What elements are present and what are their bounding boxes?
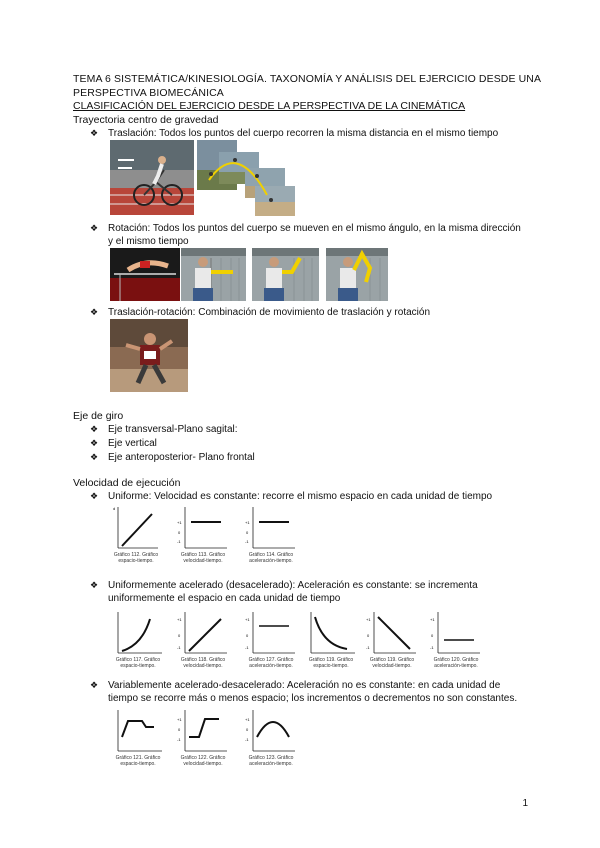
svg-text:+1: +1 — [177, 617, 182, 622]
bullet-traslacion-rotacion: ❖ Traslación-rotación: Combinación de movimiento de traslación y rotación — [90, 307, 431, 318]
bullet-diamond-icon: ❖ — [90, 223, 99, 233]
bullet-diamond-icon: ❖ — [90, 307, 99, 317]
svg-text:-1: -1 — [177, 737, 181, 742]
caption-g122: Gráfico 122. Gráfico velocidad-tiempo. — [180, 755, 226, 767]
graph-desacelerado-velocidad — [366, 609, 418, 669]
svg-text:+1: +1 — [366, 617, 371, 622]
graph-uniforme-velocidad — [177, 504, 229, 564]
graph-uniforme-espacio — [112, 504, 160, 564]
bullet-traslacion: ❖ Traslación: Todos los puntos del cuerpo recorren la misma distancia en el mismo tiempo — [90, 128, 499, 139]
svg-text:-1: -1 — [245, 737, 249, 742]
svg-text:0: 0 — [178, 530, 181, 535]
svg-text:-1: -1 — [177, 645, 181, 650]
photo-shot-put — [110, 319, 188, 392]
photo-cyclist — [110, 140, 194, 215]
photo-long-jump-sequence — [197, 140, 295, 216]
graph-desacelerado-aceleracion — [430, 609, 482, 669]
caption-g118: Gráfico 118. Gráfico velocidad-tiempo. — [180, 657, 226, 669]
bullet-rotacion: ❖ Rotación: Todos los puntos del cuerpo se mueven en el mismo ángulo, en la misma dirección y el mismo tiempo — [90, 223, 521, 247]
bullet-uniforme: ❖ Uniforme: Velocidad es constante: recorre el mismo espacio en cada unidad de tiempo — [90, 491, 493, 502]
section-heading-velocidad: Velocidad de ejecución — [73, 477, 181, 489]
graph-uniforme-aceleracion — [245, 504, 297, 564]
photo-arm-rotation-1 — [181, 248, 246, 301]
graph-variable-aceleracion — [245, 707, 297, 767]
svg-text:-1: -1 — [245, 539, 249, 544]
photo-arm-rotation-2 — [252, 248, 319, 301]
bullet-diamond-icon: ❖ — [90, 424, 99, 434]
svg-text:+1: +1 — [177, 717, 182, 722]
caption-g119b: Gráfico 119. Gráfico velocidad-tiempo. — [369, 657, 415, 669]
bullet-diamond-icon: ❖ — [90, 491, 99, 501]
bullet-variablemente-acelerado: ❖ Variablemente acelerado-desacelerado: Aceleración no es constante: en cada unidad de tiempo se recorre más o menos espacio; los incrementos o decrementos no son constantes. — [90, 680, 518, 704]
caption-g114: Gráfico 114. Gráfico aceleración-tiempo. — [248, 552, 294, 564]
bullet-diamond-icon: ❖ — [90, 128, 99, 138]
svg-text:0: 0 — [246, 633, 249, 638]
document-title: TEMA 6 SISTEMÁTICA/KINESIOLOGÍA. TAXONOMÍA Y ANÁLISIS DEL EJERCICIO DESDE UNA PERSPECTIVA BIOMECÁNICA — [73, 73, 541, 99]
caption-g120: Gráfico 120. Gráfico aceleración-tiempo. — [433, 657, 479, 669]
document-subtitle: CLASIFICACIÓN DEL EJERCICIO DESDE LA PERSPECTIVA DE LA CINEMÁTICA — [73, 100, 466, 112]
bullet-eje-vertical: ❖ Eje vertical — [90, 438, 157, 449]
svg-text:-1: -1 — [430, 645, 434, 650]
graph-acelerado-aceleracion — [245, 609, 297, 669]
graph-variable-velocidad — [177, 707, 229, 767]
svg-text:+1: +1 — [245, 717, 250, 722]
caption-g119: Gráfico 119. Gráfico espacio-tiempo. — [308, 657, 354, 669]
svg-text:d: d — [113, 506, 116, 511]
section-heading-eje-giro: Eje de giro — [73, 410, 124, 422]
svg-text:0: 0 — [178, 633, 181, 638]
photo-arm-rotation-3 — [326, 248, 388, 301]
svg-text:-1: -1 — [245, 645, 249, 650]
bullet-diamond-icon: ❖ — [90, 438, 99, 448]
caption-g113: Gráfico 113. Gráfico velocidad-tiempo. — [180, 552, 226, 564]
caption-g117: Gráfico 117. Gráfico espacio-tiempo. — [115, 657, 161, 669]
caption-g123: Gráfico 123. Gráfico aceleración-tiempo. — [248, 755, 294, 767]
svg-text:0: 0 — [246, 727, 249, 732]
svg-text:+1: +1 — [245, 520, 250, 525]
svg-text:0: 0 — [246, 530, 249, 535]
section-heading-trayectoria: Trayectoria centro de gravedad — [73, 114, 219, 126]
svg-text:+1: +1 — [177, 520, 182, 525]
caption-g127: Gráfico 127. Gráfico aceleración-tiempo. — [248, 657, 294, 669]
graph-acelerado-velocidad — [177, 609, 229, 669]
bullet-diamond-icon: ❖ — [90, 680, 99, 690]
caption-g112: Gráfico 112. Gráfico espacio-tiempo. — [113, 552, 159, 564]
svg-text:+1: +1 — [430, 617, 435, 622]
bullet-diamond-icon: ❖ — [90, 580, 99, 590]
bullet-eje-transversal: ❖ Eje transversal-Plano sagital: — [90, 424, 238, 435]
bullet-diamond-icon: ❖ — [90, 452, 99, 462]
graph-acelerado-espacio — [112, 609, 164, 669]
svg-text:-1: -1 — [177, 539, 181, 544]
svg-text:0: 0 — [178, 727, 181, 732]
page-number: 1 — [522, 798, 528, 809]
graph-variable-espacio — [112, 707, 164, 767]
svg-text:+1: +1 — [245, 617, 250, 622]
svg-text:-1: -1 — [366, 645, 370, 650]
photo-high-jump — [110, 248, 180, 301]
svg-text:0: 0 — [431, 633, 434, 638]
svg-text:0: 0 — [367, 633, 370, 638]
bullet-uniformemente-acelerado: ❖ Uniformemente acelerado (desacelerado): Aceleración es constante: se incrementa uniformemente el espacio en cada unidad de tiempo — [90, 580, 478, 604]
graph-desacelerado-espacio — [305, 609, 357, 669]
bullet-eje-anteroposterior: ❖ Eje anteroposterior- Plano frontal — [90, 452, 255, 463]
caption-g121: Gráfico 121. Gráfico espacio-tiempo. — [115, 755, 161, 767]
